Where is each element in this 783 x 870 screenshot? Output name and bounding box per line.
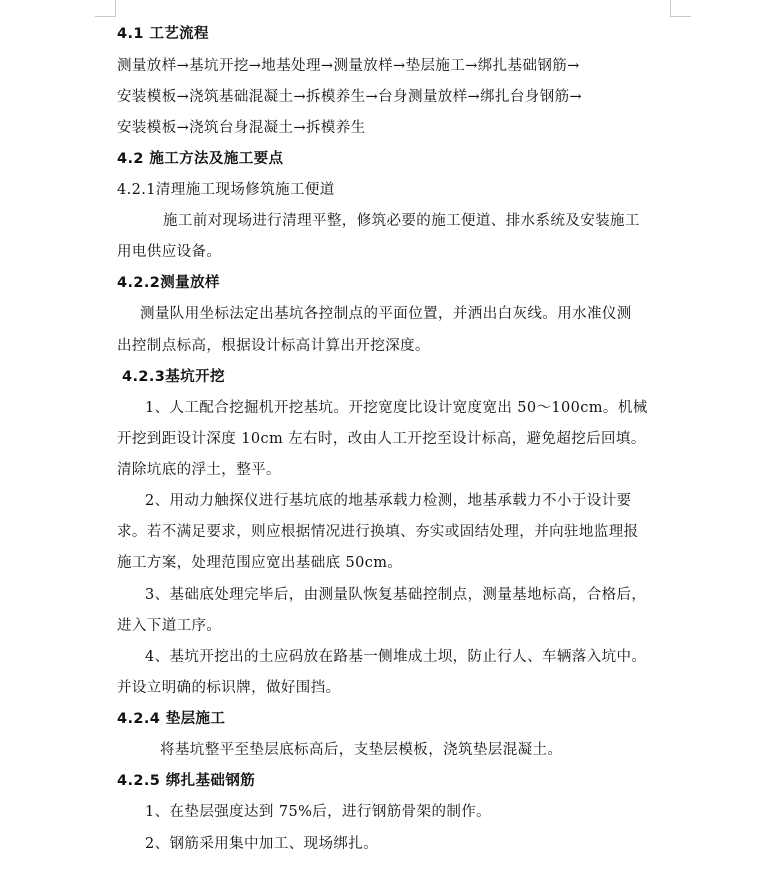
para-2-line-1: 2、用动力触探仪进行基坑底的地基承载力检测，地基承载力不小于设计要 xyxy=(145,493,632,509)
flow-line-2: 安装模板→浇筑基础混凝土→拆模养生→台身测量放样→绑扎台身钢筋→ xyxy=(117,89,583,105)
para-1-line-1: 1、人工配合挖掘机开挖基坑。开挖宽度比设计宽度宽出 50～100cm。机械 xyxy=(145,400,648,416)
crop-mark-right xyxy=(670,0,691,17)
para-2-line-3: 施工方案，处理范围应宽出基础底 50cm。 xyxy=(117,555,403,571)
heading-4-2-4: 4.2.4 垫层施工 xyxy=(117,711,226,727)
heading-4-2-3: 4.2.3基坑开挖 xyxy=(122,369,225,385)
para-3-line-2: 进入下道工序。 xyxy=(117,618,222,634)
heading-4-2-2: 4.2.2测量放样 xyxy=(117,275,220,291)
para-4-line-1: 4、基坑开挖出的土应码放在路基一侧堆成土坝，防止行人、车辆落入坑中。 xyxy=(145,649,647,665)
para-4-2-2-line-2: 出控制点标高，根据设计标高计算出开挖深度。 xyxy=(117,338,430,354)
flow-line-3: 安装模板→浇筑台身混凝土→拆模养生 xyxy=(117,120,366,136)
para-1-line-2: 开挖到距设计深度 10cm 左右时，改由人工开挖至设计标高，避免超挖后回填。 xyxy=(117,431,646,447)
heading-4-2: 4.2 施工方法及施工要点 xyxy=(117,151,284,167)
para-4-line-2: 并设立明确的标识牌，做好围挡。 xyxy=(117,680,341,696)
heading-4-1: 4.1 工艺流程 xyxy=(117,26,209,42)
para-4-2-2-line-1: 测量队用坐标法定出基坑各控制点的平面位置，并洒出白灰线。用水准仪测 xyxy=(140,306,632,322)
para-3-line-1: 3、基础底处理完毕后，由测量队恢复基础控制点，测量基地标高，合格后， xyxy=(145,587,647,603)
heading-4-2-5: 4.2.5 绑扎基础钢筋 xyxy=(117,773,256,789)
crop-mark-left xyxy=(95,0,116,17)
para-4-2-4: 将基坑整平至垫层底标高后，支垫层模板，浇筑垫层混凝土。 xyxy=(160,742,563,758)
para-4-2-1-line-1: 施工前对现场进行清理平整，修筑必要的施工便道、排水系统及安装施工 xyxy=(163,213,640,229)
para-4-2-1-line-2: 用电供应设备。 xyxy=(117,244,222,260)
para-1-line-3: 清除坑底的浮土，整平。 xyxy=(117,462,281,478)
para-4-2-5-line-1: 1、在垫层强度达到 75%后，进行钢筋骨架的制作。 xyxy=(145,804,492,820)
para-4-2-5-line-2: 2、钢筋采用集中加工、现场绑扎。 xyxy=(145,836,379,852)
heading-4-2-1: 4.2.1清理施工现场修筑施工便道 xyxy=(117,182,335,198)
flow-line-1: 测量放样→基坑开挖→地基处理→测量放样→垫层施工→绑扎基础钢筋→ xyxy=(117,58,580,74)
para-2-line-2: 求。若不满足要求，则应根据情况进行换填、夯实或固结处理，并向驻地监理报 xyxy=(117,524,639,540)
